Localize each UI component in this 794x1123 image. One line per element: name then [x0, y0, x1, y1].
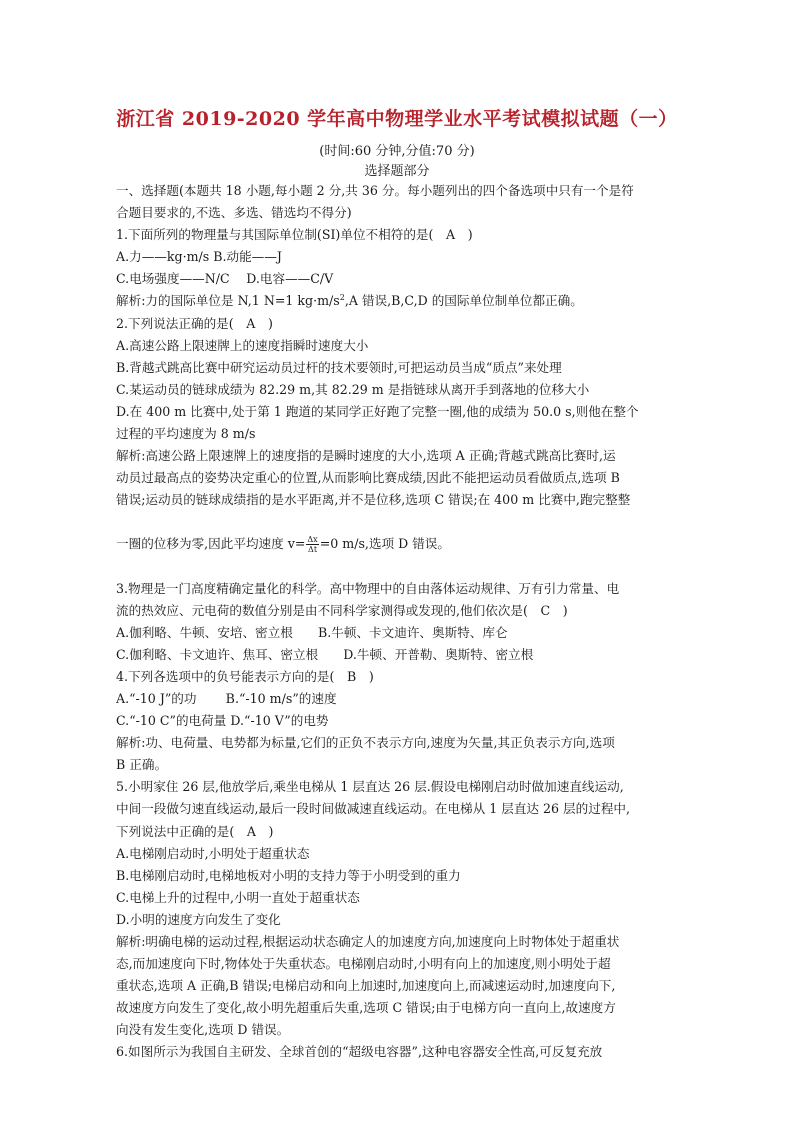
question-1-options: C.电场强度——N/C D.电容——C/V: [116, 271, 334, 287]
question-2-option: D.在 400 m 比赛中,处于第 1 跑道的某同学正好跑了完整一圈,他的成绩为 50.0 s,则他在整个: [116, 403, 639, 419]
question-5-option: D.小明的速度方向发生了变化: [116, 911, 281, 927]
question-4-explanation: 解析:功、电荷量、电势都为标量,它们的正负不表示方向,速度为矢量,其正负表示方向,选项: [116, 735, 615, 751]
question-5-option: B.电梯刚启动时,电梯地板对小明的支持力等于小明受到的重力: [116, 867, 461, 883]
exam-meta: (时间:60 分钟,分值:70 分): [319, 144, 475, 159]
instructions-line: 合题目要求的,不选、多选、错选均不得分): [116, 205, 352, 221]
question-2-explanation: 错误;运动员的链球成绩指的是水平距离,并不是位移,选项 C 错误;在 400 m 比赛中,跑完整整: [116, 492, 631, 508]
question-5-stem: 中间一段做匀速直线运动,最后一段时间做减速直线运动。在电梯从 1 层直达 26 层的过程中,: [116, 801, 631, 817]
blank-gap: [116, 511, 690, 533]
question-3-options: C.伽利略、卡文迪许、焦耳、密立根 D.牛顿、开普勒、奥斯特、密立根: [116, 646, 534, 662]
question-2-option: C.某运动员的链球成绩为 82.29 m,其 82.29 m 是指链球从离开手到落地的位移大小: [116, 381, 590, 397]
question-5-stem: 5.小明家住 26 层,他放学后,乘坐电梯从 1 层直达 26 层.假设电梯刚启动时做加速直线运动,: [116, 779, 624, 795]
question-3-options: A.伽利略、牛顿、安培、密立根 B.牛顿、卡文迪许、奥斯特、库仑: [116, 624, 508, 640]
question-5-explanation: 解析:明确电梯的运动过程,根据运动状态确定人的加速度方向,加速度向上时物体处于超重状: [116, 934, 620, 949]
question-5-stem: 下列说法中正确的是( A ): [116, 823, 274, 839]
question-1-stem: 1.下面所列的物理量与其国际单位制(SI)单位不相符的是( A ): [116, 227, 473, 243]
question-2-option: A.高速公路上限速牌上的速度指瞬时速度大小: [116, 337, 369, 353]
question-4-stem: 4.下列各选项中的负号能表示方向的是( B ): [116, 668, 374, 684]
exam-body: [116, 180, 690, 1064]
instructions-line: 一、选择题(本题共 18 小题,每小题 2 分,共 36 分。每小题列出的四个备选项中只有一个是符: [116, 183, 634, 198]
question-5-explanation: 故速度方向发生了变化,故小明先超重后失重,选项 C 错误;由于电梯方向一直向上,故速度方: [116, 1000, 616, 1016]
question-6-stem: 6.如图所示为我国自主研发、全球首创的“超级电容器”,这种电容器安全性高,可反复充放: [116, 1044, 603, 1060]
question-2-option: B.背越式跳高比赛中研究运动员过杆的技术要领时,可把运动员当成“质点”来处理: [116, 359, 562, 375]
question-5-option: A.电梯刚启动时,小明处于超重状态: [116, 845, 310, 861]
question-1-explanation: 解析:力的国际单位是 N,1 N=1 $kg\cdot m/s^2,A$ 错误,B,C,D 的国际单位制单位都正确。: [116, 293, 583, 309]
fraction: $\frac{\Delta x}{\Delta t}$: [307, 535, 318, 555]
question-4-explanation: B 正确。: [116, 757, 168, 773]
question-5-explanation: 态,而加速度向下时,物体处于失重状态。电梯刚启动时,小明有向上的加速度,则小明处于超: [116, 956, 611, 972]
question-3-stem: 3.物理是一门高度精确定量化的科学。高中物理中的自由落体运动规律、万有引力常量、电: [116, 580, 620, 596]
question-4-options: C.“-10 C”的电荷量 D.“-10 V”的电势: [116, 713, 329, 729]
section-heading: 选择题部分: [364, 164, 430, 179]
question-2-option: 过程的平均速度为 8 m/s: [116, 426, 256, 442]
question-5-explanation: 重状态,选项 A 正确,B 错误;电梯启动和向上加速时,加速度向上,而减速运动时,加速度向下,: [116, 978, 616, 994]
question-2-stem: 2.下列说法正确的是( A ): [116, 315, 273, 331]
question-5-option: C.电梯上升的过程中,小明一直处于超重状态: [116, 889, 360, 905]
exam-title: 浙江省 2019-2020 学年高中物理学业水平考试模拟试题（一）: [116, 108, 678, 130]
question-2-explanation: 动员过最高点的姿势决定重心的位置,从而影响比赛成绩,因此不能把运动员看做质点,选项 B: [116, 470, 620, 486]
question-2-explanation: 一圈的位移为零,因此平均速度 v= $\frac{\Delta x}{\Delta t}$ =0 m/s,选项 D 错误。: [116, 535, 450, 555]
blank-gap: [116, 556, 690, 578]
question-5-explanation: 向没有发生变化,选项 D 错误。: [116, 1022, 290, 1038]
question-3-stem: 流的热效应、元电荷的数值分别是由不同科学家测得或发现的,他们依次是( C ): [116, 602, 568, 618]
question-2-explanation: 解析:高速公路上限速牌上的速度指的是瞬时速度的大小,选项 A 正确;背越式跳高比赛时,运: [116, 448, 616, 464]
question-4-options: A.“-10 J”的功 B.“-10 m/s”的速度: [116, 690, 337, 706]
question-1-options: A.力——kg·m/s B.动能——J: [116, 249, 282, 265]
